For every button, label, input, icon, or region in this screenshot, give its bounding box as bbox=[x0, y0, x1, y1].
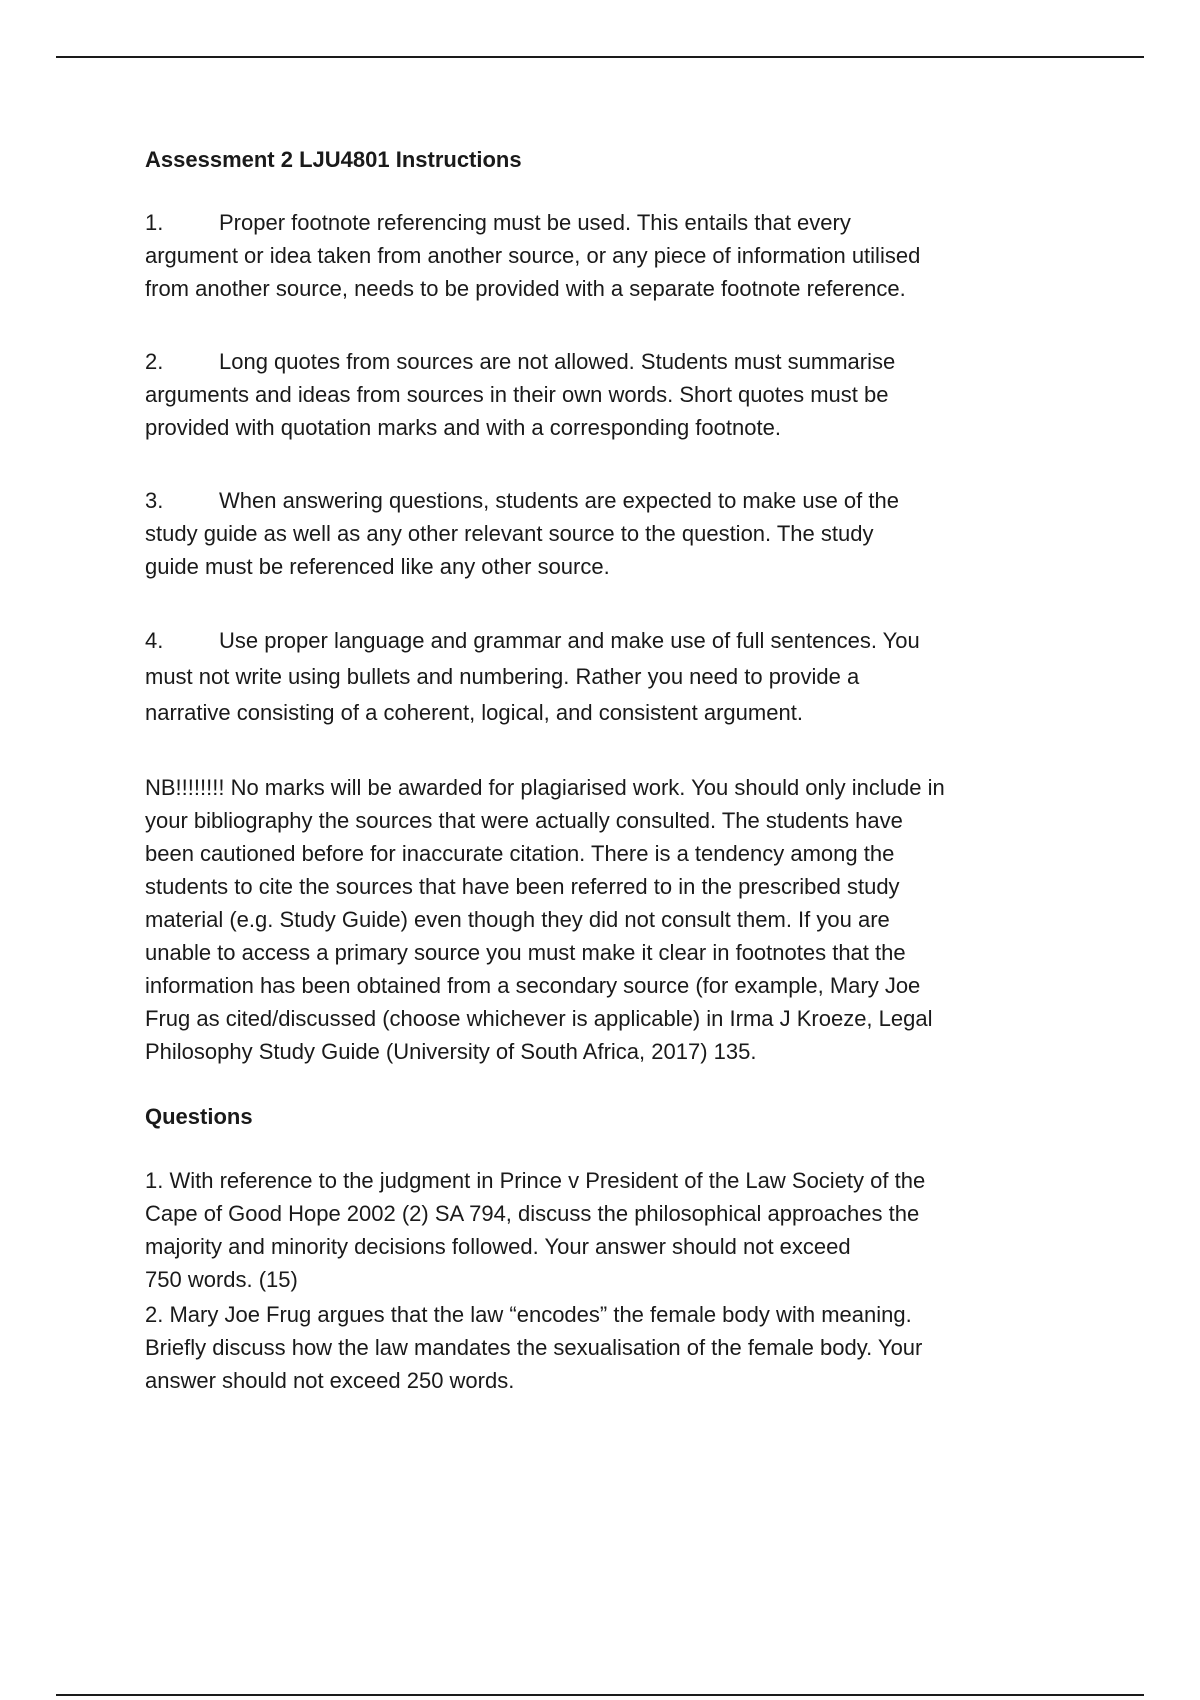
instruction-line: study guide as well as any other relevant source to the question. The study bbox=[145, 521, 874, 546]
nb-paragraph bbox=[145, 771, 1045, 1068]
question-line: majority and minority decisions followed. Your answer should not exceed bbox=[145, 1234, 851, 1259]
questions-heading: Questions bbox=[145, 1104, 253, 1129]
question-line: answer should not exceed 250 words. bbox=[145, 1368, 515, 1393]
question-2 bbox=[145, 1298, 1045, 1397]
instruction-line: must not write using bullets and numbering. Rather you need to provide a bbox=[145, 664, 860, 689]
instruction-line: provided with quotation marks and with a corresponding footnote. bbox=[145, 415, 781, 440]
instruction-number: 2. bbox=[145, 349, 164, 374]
instruction-text: Use proper language and grammar and make use of full sentences. You bbox=[219, 628, 920, 653]
question-line: 750 words. (15) bbox=[145, 1267, 298, 1292]
instruction-text: Long quotes from sources are not allowed. Students must summarise bbox=[219, 349, 896, 374]
instruction-text: Proper footnote referencing must be used. This entails that every bbox=[219, 210, 851, 235]
instruction-2 bbox=[145, 345, 1045, 444]
instruction-line bbox=[145, 623, 1045, 659]
document-body bbox=[145, 143, 1045, 1399]
instruction-line: from another source, needs to be provided with a separate footnote reference. bbox=[145, 276, 906, 301]
question-line: 1. With reference to the judgment in Prince v President of the Law Society of the bbox=[145, 1168, 926, 1193]
instruction-number: 3. bbox=[145, 488, 164, 513]
top-rule bbox=[56, 56, 1144, 58]
instruction-4 bbox=[145, 623, 1045, 731]
instruction-1 bbox=[145, 206, 1045, 305]
question-line: Cape of Good Hope 2002 (2) SA 794, discuss the philosophical approaches the bbox=[145, 1201, 920, 1226]
instruction-line: narrative consisting of a coherent, logical, and consistent argument. bbox=[145, 700, 803, 725]
nb-line: your bibliography the sources that were actually consulted. The students have bbox=[145, 808, 903, 833]
instruction-number: 4. bbox=[145, 628, 164, 653]
instruction-line bbox=[145, 345, 1045, 378]
nb-line: unable to access a primary source you must make it clear in footnotes that the bbox=[145, 940, 906, 965]
nb-line: been cautioned before for inaccurate citation. There is a tendency among the bbox=[145, 841, 895, 866]
instruction-3 bbox=[145, 484, 1045, 583]
nb-line: Philosophy Study Guide (University of South Africa, 2017) 135. bbox=[145, 1039, 757, 1064]
nb-line: Frug as cited/discussed (choose whichever is applicable) in Irma J Kroeze, Legal bbox=[145, 1006, 933, 1031]
nb-line: information has been obtained from a secondary source (for example, Mary Joe bbox=[145, 973, 921, 998]
question-line: 2. Mary Joe Frug argues that the law “encodes” the female body with meaning. bbox=[145, 1302, 912, 1327]
bottom-rule bbox=[56, 1694, 1144, 1696]
question-line: Briefly discuss how the law mandates the sexualisation of the female body. Your bbox=[145, 1335, 923, 1360]
question-1 bbox=[145, 1164, 1045, 1296]
instruction-text: When answering questions, students are expected to make use of the bbox=[219, 488, 899, 513]
instruction-number: 1. bbox=[145, 210, 164, 235]
instruction-line bbox=[145, 206, 1045, 239]
document-title: Assessment 2 LJU4801 Instructions bbox=[145, 147, 522, 172]
nb-line: material (e.g. Study Guide) even though they did not consult them. If you are bbox=[145, 907, 890, 932]
nb-line: NB!!!!!!!! No marks will be awarded for plagiarised work. You should only include in bbox=[145, 775, 945, 800]
instruction-line bbox=[145, 484, 1045, 517]
nb-line: students to cite the sources that have been referred to in the prescribed study bbox=[145, 874, 900, 899]
instruction-line: arguments and ideas from sources in their own words. Short quotes must be bbox=[145, 382, 889, 407]
instruction-line: guide must be referenced like any other source. bbox=[145, 554, 610, 579]
instruction-line: argument or idea taken from another source, or any piece of information utilised bbox=[145, 243, 921, 268]
